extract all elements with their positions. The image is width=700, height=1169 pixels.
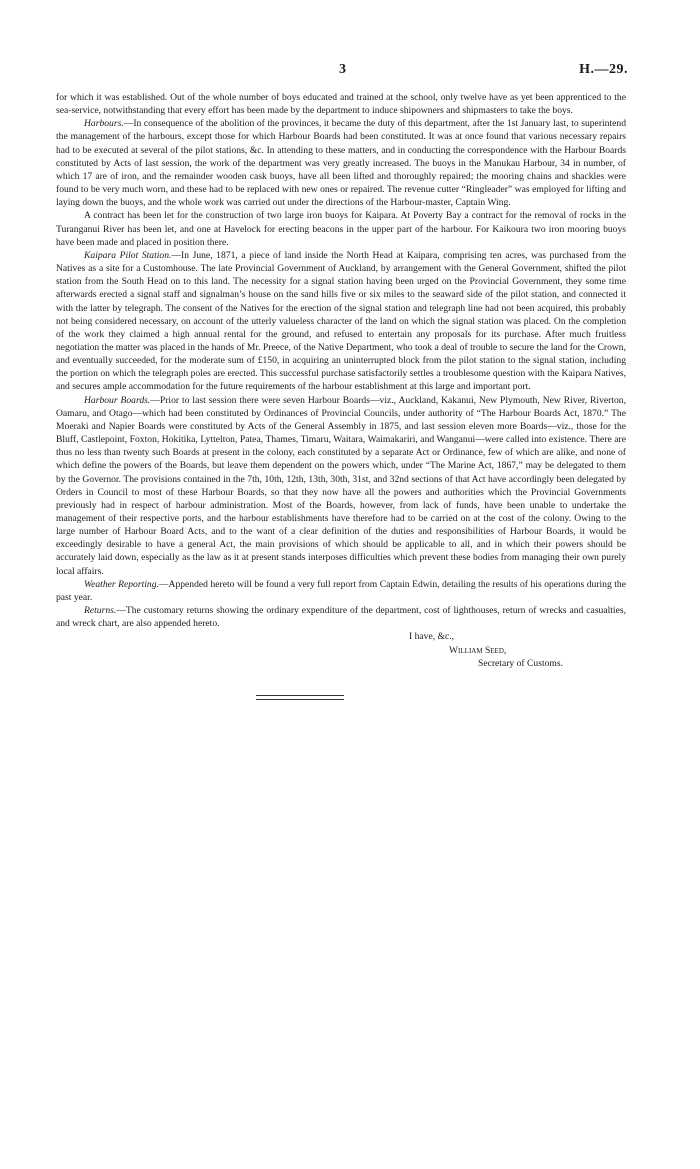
paragraph-text: —In consequence of the abolition of the provinces, it became the duty of this department, after the 1st January last, to superintend the management of the harbours, except those for which Harbour Boards had been constituted. It was at once found that various necessary repairs had to be executed at several of the pilot stations, &c. In attending to these matters, and in conducting the correspondence with the Harbour Boards constituted by Acts of last session, the work of the department was very greatly increased. The buoys in the Manukau Harbour, 34 in number, of which 17 are of iron, and the remainder wooden cask buoys, have all been lifted and thoroughly repaired; the mooring chains and shackles were found to be very much worn, and these had to be replaced with new ones or repaired. The revenue cutter “Ringleader” was employed for lifting and laying down the buoys, and the whole work was carried out under the directions of the Harbour-master, Captain Wing. bbox=[56, 118, 626, 209]
document-reference: H.—29. bbox=[579, 62, 628, 77]
report-body bbox=[56, 91, 626, 670]
paragraph-contracts bbox=[56, 209, 626, 248]
signoff-title: Secretary of Customs. bbox=[478, 657, 563, 669]
paragraph-text: for which it was established. Out of the whole number of boys educated and trained at the school, only twelve have as yet been apprenticed to the sea-service, notwithstanding that every effort has been made by the department to induce shipowners and shipmasters to take the boys. bbox=[56, 92, 626, 117]
paragraph-kaipara-pilot-station bbox=[56, 249, 626, 394]
closing-rule-bottom bbox=[256, 699, 344, 700]
page-number: 3 bbox=[339, 62, 346, 77]
paragraph-weather-reporting bbox=[56, 578, 626, 604]
signoff-name: William Seed, bbox=[449, 644, 507, 656]
closing-rule-top bbox=[256, 695, 344, 696]
paragraph-harbour-boards bbox=[56, 394, 626, 578]
paragraph-heading: Returns. bbox=[84, 605, 117, 617]
paragraph-text: —Prior to last session there were seven Harbour Boards—viz., Auckland, Kakanui, New Plymouth, New River, Riverton, Oamaru, and Otago—which had been constituted by Ordinances of Provincial Councils, under authority of “The Harbour Boards Act, 1870.” The Moeraki and Napier Boards were constituted by Acts of the General Assembly in 1875, and last session eleven more Boards—viz., those for the Bluff, Castlepoint, Foxton, Hokitika, Lyttelton, Patea, Thames, Timaru, Waitara, Waimakariri, and Wanganui—were called into existence. There are thus no less than twenty such Boards at present in the colony, each constituted by a separate Act or Ordinance, few of which are alike, and none of which define the powers of the Boards, but leave them dependent on the powers which, under “The Marine Act, 1867,” may be delegated to them by the Governor. The provisions contained in the 7th, 10th, 12th, 13th, 30th, 31st, and 32nd sections of that Act have accordingly been delegated by Orders in Council to most of these Harbour Boards, so that they now have all the powers and authorities which the Provincial Governments previously had in respect of harbour administration. Most of the Boards, however, from lack of funds, have been unable to undertake the management of their respective ports, and the harbour establishments have therefore had to be carried on at the cost of the colony. Owing to the large number of Harbour Board Acts, and to the want of a clear definition of the duties and responsibilities of Harbour Boards, it would be exceedingly desirable to have a general Act, the main provisions of which should be applicable to all, and in which their powers should be accurately laid down, especially as the law as it at present stands interposes difficulties which prevent these bodies from managing their own purely local affairs. bbox=[56, 394, 626, 577]
paragraph-heading: Weather Reporting. bbox=[84, 578, 159, 590]
paragraph-returns bbox=[56, 604, 626, 630]
paragraph bbox=[56, 91, 626, 117]
paragraph-heading: Kaipara Pilot Station. bbox=[84, 249, 172, 261]
paragraph-text: —In June, 1871, a piece of land inside the North Head at Kaipara, comprising ten acres, was purchased from the Natives as a site for a Customhouse. The late Provincial Government of Auckland, by arrangement with the General Government, shifted the pilot station from the South Head on to this land. The necessity for a signal station having been urged on the Provincial Government, they some time afterwards erected a signal staff and signalman’s house on the sand hills five or six miles to the seaward side of the pilot station, and connected it with the latter by telegraph. The consent of the Natives for the erection of the signal station and telegraph line had not been acquired, this probably not being considered necessary, on account of the utterly valueless character of the land on which the signal station was placed. On the completion of the work they claimed a high annual rental for the ground, and refused to entertain any proposals for its purchase. After much fruitless negotiation the matter was placed in the hands of Mr. Preece, of the Native Department, who took a deal of trouble to secure the land for the Crown, and eventually succeeded, for the moderate sum of £150, in acquiring an uninterrupted block from the pilot station to the signal station, including the portion on which the telegraph poles are erected. This successful purchase satisfactorily settles a troublesome question with the Kaipara Natives, and secures ample accommodation for the future requirements of the harbour establishment at this large and important port. bbox=[56, 249, 626, 393]
paragraph-harbours bbox=[56, 117, 626, 209]
paragraph-heading: Harbour Boards. bbox=[84, 394, 151, 406]
paragraph-text: A contract has been let for the construction of two large iron buoys for Kaipara. At Poverty Bay a contract for the removal of rocks in the Turanganui River has been let, and one at Havelock for erecting beacons in the upper part of the harbour. For Kaikoura two iron mooring buoys have been made and placed in position there. bbox=[56, 210, 626, 248]
paragraph-text: —Appended hereto will be found a very full report from Captain Edwin, detailing the results of his operations during the past year. bbox=[56, 578, 626, 603]
signoff bbox=[56, 630, 626, 669]
paragraph-text: —The customary returns showing the ordinary expenditure of the department, cost of lighthouses, return of wrecks and casualties, and wreck chart, are also appended hereto. bbox=[56, 605, 626, 630]
page-header bbox=[0, 62, 700, 80]
signoff-closing: I have, &c., bbox=[409, 631, 455, 643]
paragraph-heading: Harbours. bbox=[84, 118, 124, 130]
